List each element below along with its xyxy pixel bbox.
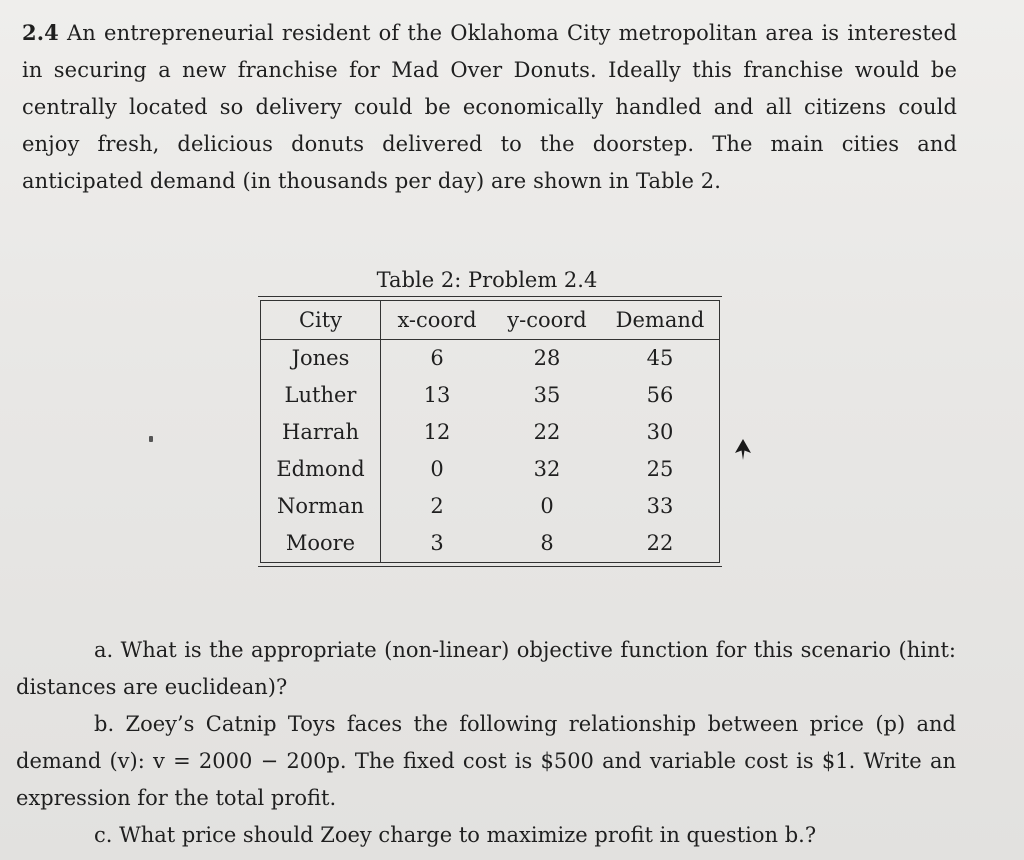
problem-intro-text: An entrepreneurial resident of the Oklahoma City metropolitan area is interested in securing a new franchise for Mad Over Donuts. Ideally this franchise would be centrally located so delivery could be economically handled and all citizens could enjoy fresh, delicious donuts delivered to the doorstep. The main cities and anticipated demand (in thousands per day) are shown in Table 2.	[22, 21, 957, 193]
table-cell-demand: 45	[646, 346, 674, 370]
table-caption: Table 2: Problem 2.4	[376, 268, 598, 292]
table-cell-city: Edmond	[261, 451, 381, 488]
table-cell-x: 6	[430, 346, 444, 370]
table-grid	[260, 300, 720, 563]
question-a	[16, 632, 956, 706]
table-cell-x: 2	[430, 494, 444, 518]
table-cell-x: 0	[430, 457, 444, 481]
table-cell-x: 12	[423, 420, 451, 444]
table-cell-demand: 22	[646, 531, 674, 555]
header-x-coord: x-coord	[397, 308, 477, 332]
table-cell-x: 3	[430, 531, 444, 555]
table-cell-city: Jones	[261, 340, 381, 377]
table-cell-y: 28	[533, 346, 561, 370]
mouse-pointer-icon	[733, 438, 753, 466]
table-cell-y: 22	[533, 420, 561, 444]
question-a-label: a.	[94, 638, 114, 662]
header-city: City	[261, 301, 381, 339]
table-frame	[258, 296, 722, 567]
table-cell-city: Harrah	[261, 414, 381, 451]
table-cell-y: 8	[540, 531, 554, 555]
table-cell-demand: 56	[646, 383, 674, 407]
table-cell-demand: 33	[646, 494, 674, 518]
question-a-text: What is the appropriate (non-linear) objective function for this scenario (hint: distances are euclidean)?	[16, 638, 956, 699]
header-y-coord: y-coord	[507, 308, 587, 332]
question-c-text: What price should Zoey charge to maximize profit in question b.?	[119, 823, 817, 847]
question-c-label: c.	[94, 823, 113, 847]
table-cell-city: Moore	[261, 525, 381, 562]
question-b-text: Zoey’s Catnip Toys faces the following relationship between price (p) and demand (v): v = 2000 − 200p. The fixed cost is $500 and variable cost is $1. Write an expression for the total profit.	[16, 712, 956, 810]
demand-table	[258, 268, 722, 567]
header-demand: Demand	[615, 308, 705, 332]
question-b-label: b.	[94, 712, 115, 736]
questions	[16, 632, 956, 854]
table-cell-y: 32	[533, 457, 561, 481]
table-cell-x: 13	[423, 383, 451, 407]
question-b	[16, 706, 956, 817]
table-cell-city: Norman	[261, 488, 381, 525]
paper-speck	[149, 436, 153, 442]
table-cell-y: 35	[533, 383, 561, 407]
table-cell-demand: 30	[646, 420, 674, 444]
table-cell-y: 0	[540, 494, 554, 518]
table-cell-city: Luther	[261, 377, 381, 414]
problem-number: 2.4	[22, 20, 59, 45]
table-cell-demand: 25	[646, 457, 674, 481]
problem-statement	[22, 14, 957, 200]
question-c	[16, 817, 956, 854]
